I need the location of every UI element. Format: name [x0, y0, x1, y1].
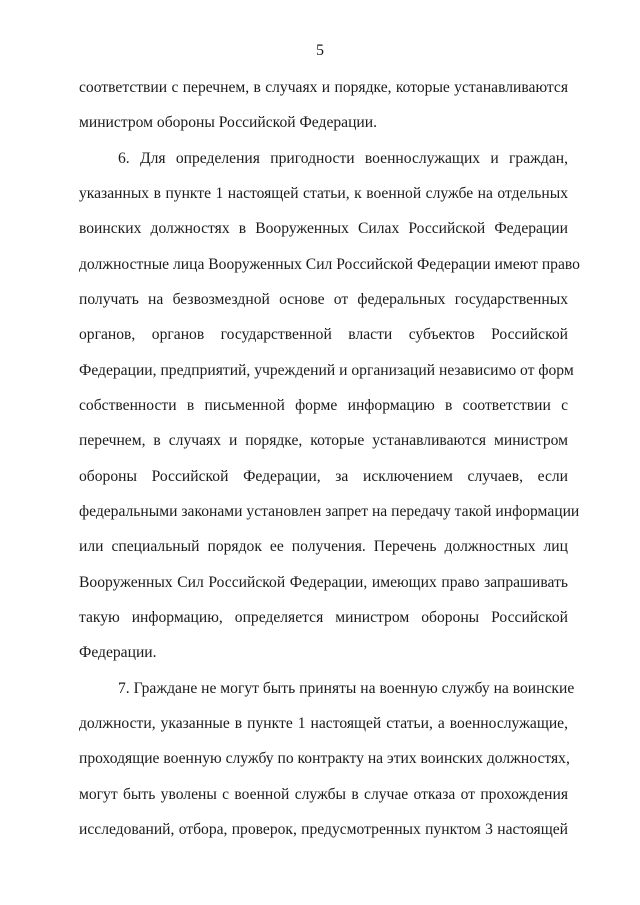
- paragraph-7-first-line: 7. Граждане не могут быть приняты на военную службу на воинские: [118, 680, 575, 697]
- text-line: Федерации, предприятий, учреждений и организаций независимо от форм: [79, 362, 574, 379]
- text-line: Вооруженных Сил Российской Федерации, имеющих право запрашивать: [79, 574, 568, 591]
- text-line: такую информацию, определяется министром обороны Российской: [79, 609, 568, 626]
- text-line: должностные лица Вооруженных Сил Российской Федерации имеют право: [79, 256, 580, 273]
- text-line: воинских должностях в Вооруженных Силах Российской Федерации: [79, 220, 568, 237]
- text-line: должности, указанные в пункте 1 настоящей статьи, а военнослужащие,: [79, 715, 568, 732]
- text-line: проходящие военную службу по контракту на этих воинских должностях,: [79, 750, 570, 767]
- paragraph-6-first-line: 6. Для определения пригодности военнослужащих и граждан,: [118, 150, 568, 167]
- text-line: могут быть уволены с военной службы в случае отказа от прохождения: [79, 786, 568, 803]
- text-line: министром обороны Российской Федерации.: [79, 114, 378, 131]
- page-number: 5: [316, 42, 324, 59]
- text-line: органов, органов государственной власти субъектов Российской: [79, 326, 568, 343]
- text-line: или специальный порядок ее получения. Перечень должностных лиц: [79, 538, 568, 555]
- text-line: перечнем, в случаях и порядке, которые устанавливаются министром: [79, 432, 568, 449]
- text-line: Федерации.: [79, 644, 157, 661]
- text-line: получать на безвозмездной основе от федеральных государственных: [79, 291, 568, 308]
- text-line: собственности в письменной форме информацию в соответствии с: [79, 397, 568, 414]
- text-line: обороны Российской Федерации, за исключением случаев, если: [79, 468, 568, 485]
- text-line: соответствии с перечнем, в случаях и порядке, которые устанавливаются: [79, 79, 568, 96]
- text-line: указанных в пункте 1 настоящей статьи, к военной службе на отдельных: [79, 185, 568, 202]
- text-line: федеральными законами установлен запрет на передачу такой информации: [79, 503, 580, 520]
- text-line: исследований, отбора, проверок, предусмотренных пунктом 3 настоящей: [79, 821, 568, 838]
